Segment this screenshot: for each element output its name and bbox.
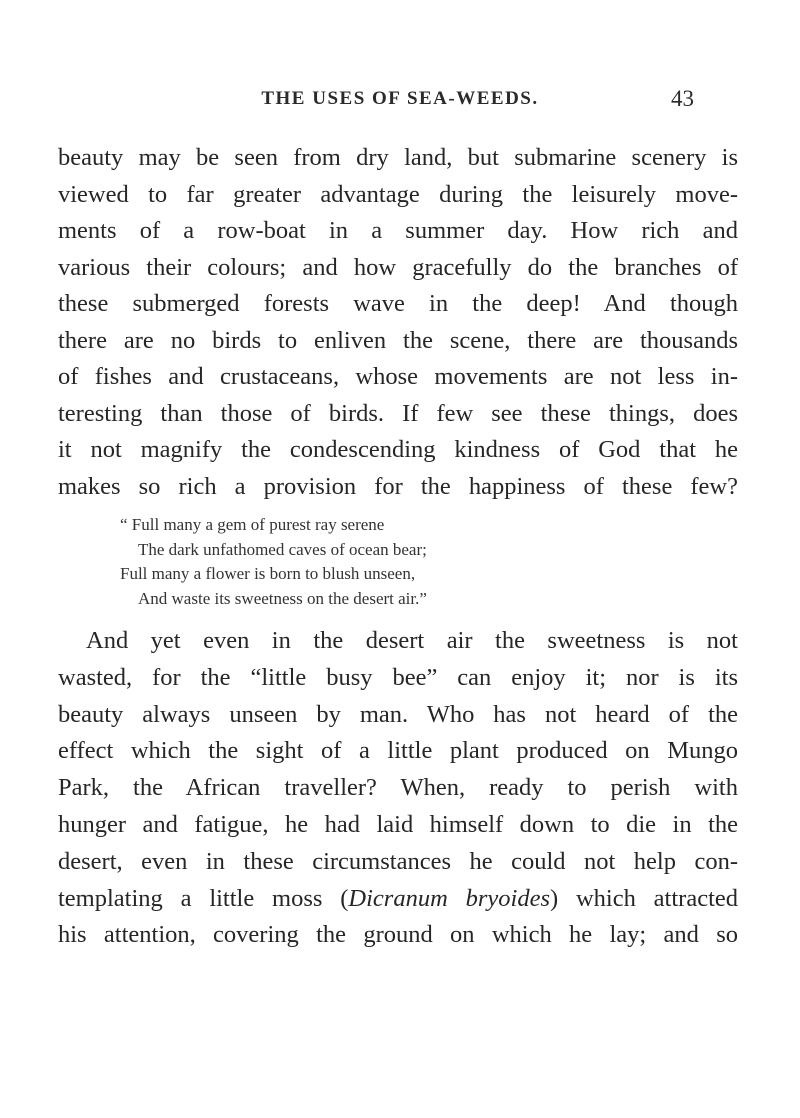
text-line: teresting than those of birds. If few see these things, does	[58, 399, 738, 427]
text-line: wasted, for the “little busy bee” can enjoy it; nor is its	[58, 663, 738, 691]
verse-line: The dark unfathomed caves of ocean bear;	[138, 539, 427, 559]
text-line: these submerged forests wave in the deep! And though	[58, 290, 738, 317]
running-head	[0, 88, 800, 116]
text-line: hunger and fatigue, he had laid himself down to die in the	[58, 810, 738, 838]
page-number: 43	[671, 86, 694, 111]
text-line-with-italic	[58, 881, 738, 918]
text-line: ments of a row-boat in a summer day. How rich and	[58, 217, 738, 244]
text-line: Park, the African traveller? When, ready to perish with	[58, 774, 738, 802]
text-line: of fishes and crustaceans, whose movements are not less in-	[58, 363, 738, 390]
text-segment: ) which attracted	[549, 884, 738, 912]
text-line: various their colours; and how gracefully do the branches of	[58, 253, 738, 281]
body-text	[58, 140, 738, 954]
text-line: beauty always unseen by man. Who has not heard of the	[58, 700, 738, 728]
text-line: desert, even in these circumstances he could not help con-	[58, 847, 738, 875]
text-line: beauty may be seen from dry land, but submarine scenery is	[58, 144, 738, 171]
paragraph-2	[58, 623, 738, 954]
text-segment: templating a little moss (	[58, 884, 349, 912]
text-line: viewed to far greater advantage during the leisurely move-	[58, 180, 738, 208]
running-title: THE USES OF SEA-WEEDS.	[261, 88, 539, 109]
text-line: makes so rich a provision for the happiness of these few?	[58, 472, 738, 500]
verse-line: And waste its sweetness on the desert air.”	[138, 588, 427, 608]
paragraph-1	[58, 140, 738, 505]
text-line: there are no birds to enliven the scene, there are thousands	[58, 326, 738, 354]
text-line: effect which the sight of a little plant produced on Mungo	[58, 737, 738, 765]
verse-line: Full many a flower is born to blush unseen,	[120, 564, 416, 583]
text-line: his attention, covering the ground on which he lay; and so	[58, 921, 738, 949]
verse-quotation	[120, 513, 540, 611]
italic-species-name: Dicranum bryoides	[348, 884, 550, 912]
text-line: it not magnify the condescending kindness of God that he	[58, 436, 738, 463]
verse-line: “ Full many a gem of purest ray serene	[120, 515, 385, 534]
text-line: And yet even in the desert air the sweetness is not	[86, 627, 738, 654]
